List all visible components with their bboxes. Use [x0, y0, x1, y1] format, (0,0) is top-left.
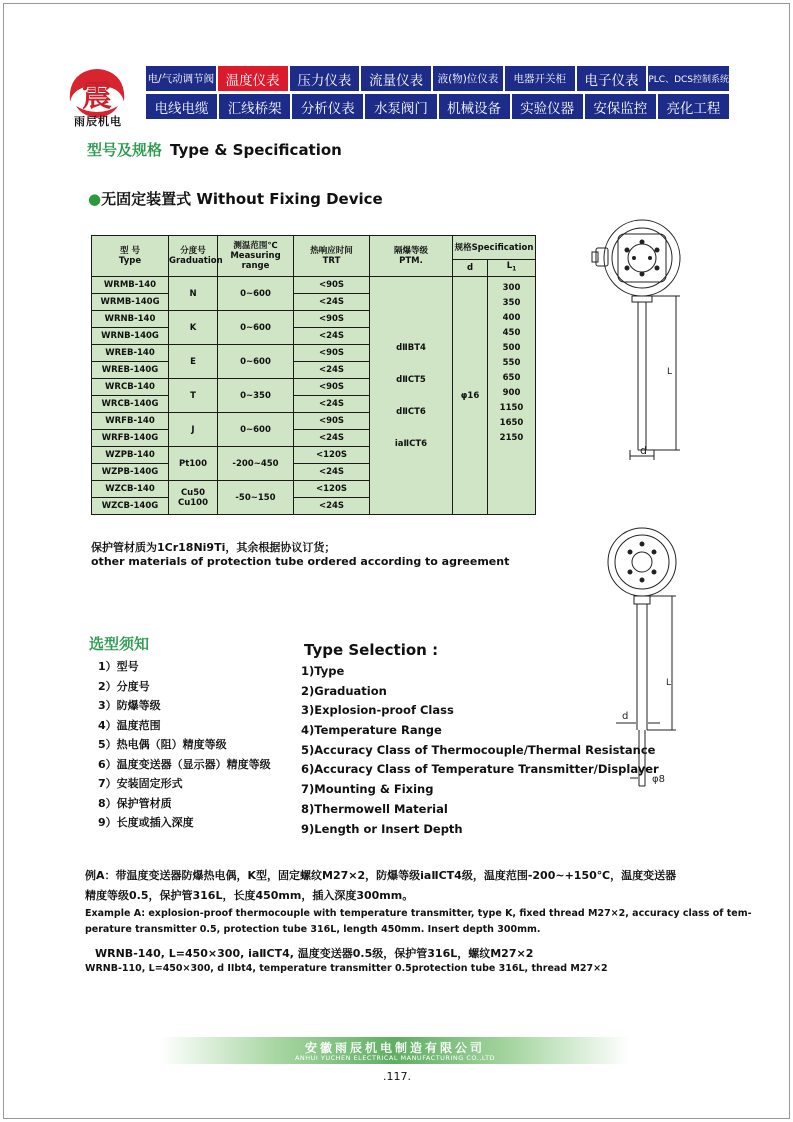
trt-cell: <24S: [294, 498, 370, 515]
bullet-icon: ●: [88, 190, 102, 208]
section-title: [87, 139, 342, 160]
selection-item-en: 4)Temperature Range: [301, 723, 442, 738]
nav-row: [146, 66, 731, 91]
selection-item-en: 1)Type: [301, 664, 345, 678]
trt-cell: <120S: [294, 481, 370, 498]
header-d: d: [453, 260, 488, 277]
logo-glyph: 震: [82, 79, 112, 114]
trt-cell: <90S: [294, 379, 370, 396]
nav-item[interactable]: 安保监控: [585, 94, 656, 119]
selection-item-cn: 2）分度号: [98, 679, 150, 693]
page-number: .117.: [383, 1070, 411, 1083]
section-title-en: Type & Specification: [170, 141, 342, 159]
type-cell: WRCB-140G: [92, 396, 169, 413]
nav-item[interactable]: 亮化工程: [658, 94, 729, 119]
diameter-cell: φ16: [453, 277, 488, 515]
selection-title-en: Type Selection :: [304, 641, 439, 659]
header-range: 测温范围℃ Measuring range: [218, 236, 294, 277]
selection-item-cn: 3）防爆等级: [98, 699, 161, 712]
trt-cell: <90S: [294, 277, 370, 294]
selection-list-cn: [98, 657, 271, 833]
trt-cell: <24S: [294, 328, 370, 345]
nav-item[interactable]: PLC、DCS控制系统: [648, 66, 729, 91]
selection-item-en: 2)Graduation: [301, 683, 387, 698]
nav-item[interactable]: 电子仪表: [577, 66, 647, 91]
dim-phi-bottom: φ8: [652, 774, 665, 785]
trt-cell: <90S: [294, 311, 370, 328]
ptm-cell: dⅡBT4 dⅡCT5 dⅡCT6 iaⅡCT6: [370, 277, 453, 515]
type-cell: WRNB-140G: [92, 328, 169, 345]
selection-item-cn: 7）安装固定形式: [98, 777, 183, 790]
range-cell: 0~600: [218, 345, 294, 379]
header-spec: 规格Specification: [453, 236, 536, 260]
example-code-en: WRNB-110, L=450×300, d IIbt4, temperature transmitter 0.5protection tube 316L, thread M27×2: [85, 963, 608, 974]
type-cell: WRFB-140: [92, 413, 169, 430]
selection-list-en: [301, 662, 659, 839]
trt-cell: <24S: [294, 294, 370, 311]
nav-item[interactable]: 汇线桥架: [219, 94, 290, 119]
graduation-cell: Pt100: [169, 447, 218, 481]
nav-item[interactable]: 实验仪器: [512, 94, 583, 119]
selection-title-cn: 选型须知: [89, 635, 150, 653]
range-cell: -200~450: [218, 447, 294, 481]
range-cell: 0~600: [218, 413, 294, 447]
range-cell: 0~600: [218, 277, 294, 311]
nav-item[interactable]: 分析仪表: [292, 94, 363, 119]
graduation-cell: K: [169, 311, 218, 345]
nav-item[interactable]: 温度仪表: [218, 66, 288, 91]
graduation-cell: Cu50 Cu100: [169, 481, 218, 515]
trt-cell: <24S: [294, 396, 370, 413]
nav-item[interactable]: 流量仪表: [361, 66, 431, 91]
nav-item[interactable]: 液(物)位仪表: [433, 66, 503, 91]
material-note-en: other materials of protection tube ordered according to agreement: [91, 555, 510, 568]
spec-table: [91, 235, 536, 515]
example-en-line2: perature transmitter 0.5, protection tube 316L, length 450mm. Insert depth 300mm.: [85, 924, 541, 935]
range-cell: -50~150: [218, 481, 294, 515]
trt-cell: <90S: [294, 345, 370, 362]
selection-item-en: 8)Thermowell Material: [301, 801, 448, 816]
dim-d-bottom: d: [622, 711, 629, 722]
type-cell: WRMB-140G: [92, 294, 169, 311]
graduation-cell: E: [169, 345, 218, 379]
selection-item-cn: 4）温度范围: [98, 718, 161, 732]
category-nav: [146, 66, 731, 122]
graduation-cell: T: [169, 379, 218, 413]
type-cell: WZCB-140: [92, 481, 169, 498]
nav-item[interactable]: 电线电缆: [146, 94, 217, 119]
selection-item-cn: 5）热电偶（阻）精度等级: [98, 738, 227, 751]
selection-item-cn: 9）长度或插入深度: [98, 816, 194, 829]
range-cell: 0~600: [218, 311, 294, 345]
graduation-cell: J: [169, 413, 218, 447]
subsection-title: [88, 188, 383, 209]
selection-item-en: 5)Accuracy Class of Thermocouple/Thermal Resistance: [301, 742, 656, 757]
header-ptm: 隔爆等级 PTM.: [370, 236, 453, 277]
length-cell: 300 350 400 450 500 550 650 900 1150 1650 2150: [488, 277, 536, 515]
header-type: 型 号 Type: [92, 236, 169, 277]
example-en-line1: Example A: explosion-proof thermocouple with temperature transmitter, type K, fixed thread M27×2, accuracy class of tem-: [85, 908, 752, 919]
trt-cell: <90S: [294, 413, 370, 430]
example-cn-line1: 例A：带温度变送器防爆热电偶，K型，固定螺纹M27×2，防爆等级iaⅡCT4级，温度范围-200~+150℃，温度变送器: [85, 869, 677, 882]
trt-cell: <24S: [294, 464, 370, 481]
nav-row: [146, 94, 731, 119]
type-cell: WZPB-140G: [92, 464, 169, 481]
type-cell: WZPB-140: [92, 447, 169, 464]
dim-L-top: L: [667, 367, 673, 377]
type-cell: WRMB-140: [92, 277, 169, 294]
subsection-title-cn: 无固定装置式: [101, 190, 192, 208]
selection-item-en: 3)Explosion-proof Class: [301, 703, 454, 718]
header-trt: 热响应时间 TRT: [294, 236, 370, 277]
selection-item-en: 6)Accuracy Class of Temperature Transmitter/Displayer: [301, 762, 659, 777]
nav-item[interactable]: 电/气动调节阀: [146, 66, 216, 91]
nav-item[interactable]: 压力仪表: [290, 66, 360, 91]
selection-item-cn: 6）温度变送器（显示器）精度等级: [98, 757, 271, 771]
material-note-cn: 保护管材质为1Cr18Ni9Ti，其余根据协议订货；: [91, 541, 336, 554]
type-cell: WRFB-140G: [92, 430, 169, 447]
footer-company-cn: 安徽雨辰机电制造有限公司: [304, 1041, 485, 1055]
type-cell: WRCB-140: [92, 379, 169, 396]
type-cell: WREB-140: [92, 345, 169, 362]
graduation-cell: N: [169, 277, 218, 311]
footer-company-en: ANHUI YUCHEN ELECTRICAL MANUFACTURING CO.,LTD: [294, 1054, 496, 1062]
header-graduation: 分度号 Graduation: [169, 236, 218, 277]
type-cell: WZCB-140G: [92, 498, 169, 515]
header-l1: $L_1$: [488, 260, 536, 277]
probe-diagram-top: [568, 222, 728, 472]
table-row: [92, 277, 536, 294]
type-cell: WREB-140G: [92, 362, 169, 379]
dim-d-top: d: [640, 444, 647, 457]
subsection-title-en: Without Fixing Device: [196, 190, 383, 208]
brand-name: 雨辰机电: [74, 115, 122, 128]
nav-item[interactable]: 水泵阀门: [365, 94, 436, 119]
nav-item[interactable]: 机械设备: [439, 94, 510, 119]
selection-item-cn: 1）型号: [98, 660, 139, 673]
example-cn-line2: 精度等级0.5，保护管316L，长度450mm，插入深度300mm。: [85, 889, 414, 902]
trt-cell: <120S: [294, 447, 370, 464]
trt-cell: <24S: [294, 362, 370, 379]
example-code-cn: WRNB-140, L=450×300, iaⅡCT4, 温度变送器0.5级，保护管316L，螺纹M27×2: [95, 947, 534, 960]
type-cell: WRNB-140: [92, 311, 169, 328]
range-cell: 0~350: [218, 379, 294, 413]
nav-item[interactable]: 电器开关柜: [505, 66, 575, 91]
dim-L-bottom: L: [666, 678, 672, 688]
selection-item-en: 7)Mounting & Fixing: [301, 782, 434, 797]
trt-cell: <24S: [294, 430, 370, 447]
selection-item-cn: 8）保护管材质: [98, 796, 172, 810]
selection-item-en: 9)Length or Insert Depth: [301, 821, 463, 836]
section-title-cn: 型号及规格: [87, 141, 163, 159]
